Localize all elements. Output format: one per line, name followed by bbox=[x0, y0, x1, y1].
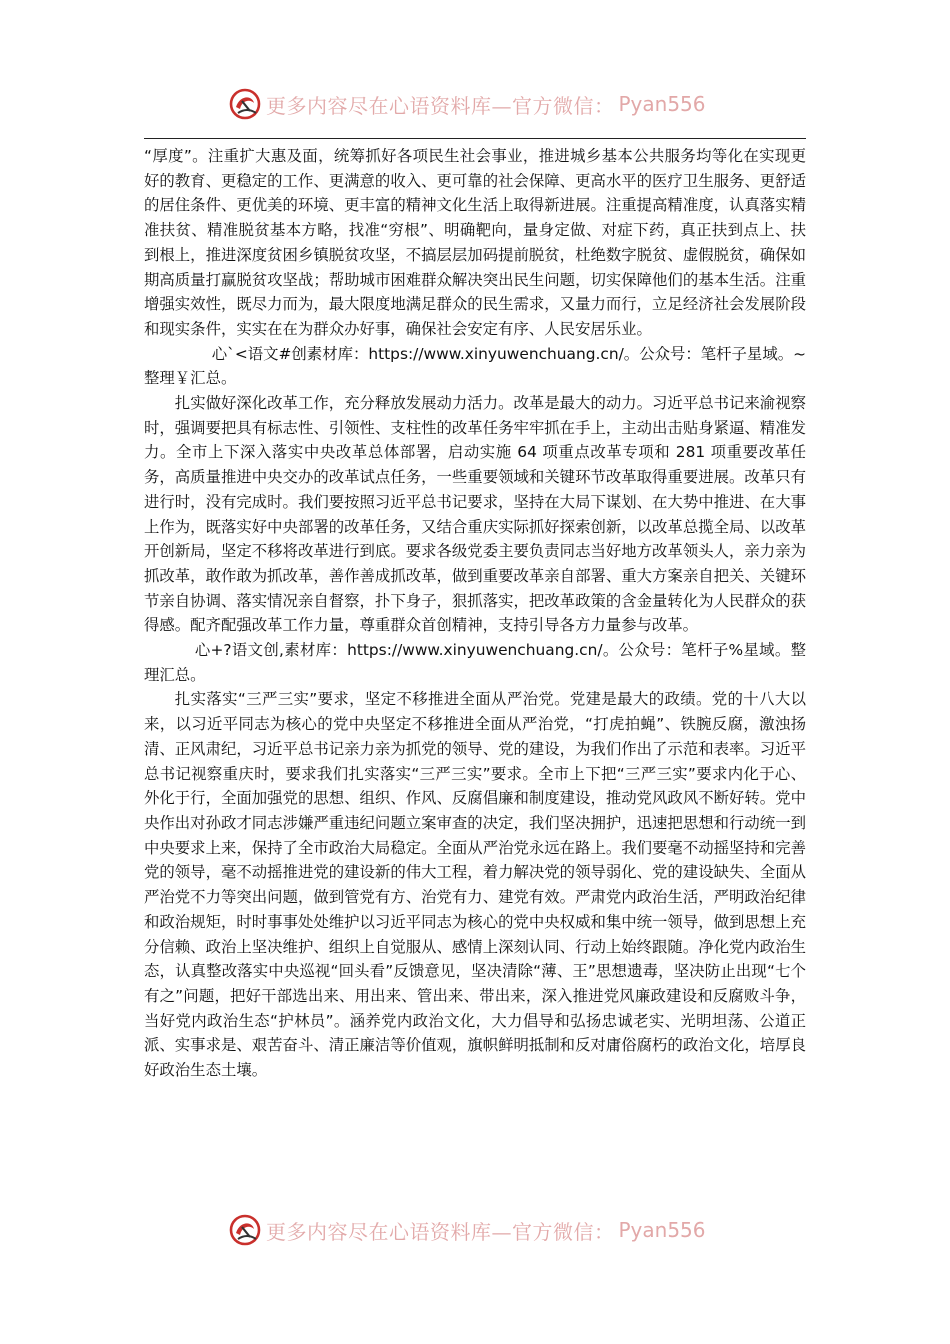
document-body bbox=[144, 144, 806, 1083]
footer-banner-inner bbox=[228, 1208, 706, 1252]
header-banner-text: 更多内容尽在心语资料库—官方微信： bbox=[266, 93, 615, 118]
header-divider bbox=[144, 138, 806, 139]
footer-banner-text: 更多内容尽在心语资料库—官方微信： bbox=[266, 1219, 615, 1244]
source-note-2: 心+?语文创,素材库：https://www.xinyuwenchuang.cn/。公众号：笔杆子%星域。整理汇总。 bbox=[144, 641, 806, 684]
paragraph-livelihood: “厚度”。注重扩大惠及面，统筹抓好各项民生社会事业，推进城乡基本公共服务均等化在实现更好的教育、更稳定的工作、更满意的收入、更可靠的社会保障、更高水平的医疗卫生服务、更舒适的居住条件、更优美的环境、更丰富的精神文化生活上取得新进展。注重提高精准度，认真落实精准扶贫、精准脱贫基本方略，找准“穷根”、明确靶向，量身定做、对症下药，真正扶到点上、扶到根上，推进深度贫困乡镇脱贫攻坚，不搞层层加码提前脱贫，杜绝数字脱贫、虚假脱贫，确保如期高质量打赢脱贫攻坚战；帮助城市困难群众解决突出民生问题，切实保障他们的基本生活。注重增强实效性，既尽力而为，最大限度地满足群众的民生需求，又量力而行，立足经济社会发展阶段和现实条件，实实在在为群众办好事，确保社会安定有序、人民安居乐业。 bbox=[144, 147, 806, 338]
header-banner-inner bbox=[228, 82, 706, 126]
footer-banner bbox=[0, 1208, 950, 1252]
swirl-logo-icon bbox=[228, 1213, 262, 1247]
paragraph-party-discipline: 扎实落实“三严三实”要求，坚定不移推进全面从严治党。党建是最大的政绩。党的十八大以来，以习近平同志为核心的党中央坚定不移推进全面从严治党，“打虎拍蝇”、铁腕反腐，激浊扬清、正风肃纪，习近平总书记亲力亲为抓党的领导、党的建设，为我们作出了示范和表率。习近平总书记视察重庆时，要求我们扎实落实“三严三实”要求。全市上下把“三严三实”要求内化于心、外化于行，全面加强党的思想、组织、作风、反腐倡廉和制度建设，推动党风政风不断好转。党中央作出对孙政才同志涉嫌严重违纪问题立案审查的决定，我们坚决拥护，迅速把思想和行动统一到中央要求上来，保持了全市政治大局稳定。全面从严治党永远在路上。我们要毫不动摇坚持和完善党的领导，毫不动摇推进党的建设新的伟大工程，着力解决党的领导弱化、党的建设缺失、全面从严治党不力等突出问题，做到管党有方、治党有力、建党有效。严肃党内政治生活，严明政治纪律和政治规矩，时时事事处处维护以习近平同志为核心的党中央权威和集中统一领导，做到思想上充分信赖、政治上坚决维护、组织上自觉服从、感情上深刻认同、行动上始终跟随。净化党内政治生态，认真整改落实中央巡视“回头看”反馈意见，坚决清除“薄、王”思想遗毒，坚决防止出现“七个有之”问题，把好干部选出来、用出来、管出来、带出来，深入推进党风廉政建设和反腐败斗争，当好党内政治生态“护林员”。涵养党内政治文化，大力倡导和弘扬忠诚老实、光明坦荡、公道正派、实事求是、艰苦奋斗、清正廉洁等价值观，旗帜鲜明抵制和反对庸俗腐朽的政治文化，培厚良好政治生态土壤。 bbox=[144, 690, 806, 1080]
swirl-logo-icon bbox=[228, 87, 262, 121]
paragraph-reform: 扎实做好深化改革工作，充分释放发展动力活力。改革是最大的动力。习近平总书记来渝视察时，强调要把具有标志性、引领性、支柱性的改革任务牢牢抓在手上，主动出击贴身紧逼、精准发力。全市上下深入落实中央改革总体部署，启动实施 64 项重点改革专项和 281 项重要改革任务，高质量推进中央交办的改革试点任务，一些重要领域和关键环节改革取得重要进展。改革只有进行时，没有完成时。我们要按照习近平总书记要求，坚持在大局下谋划、在大势中推进、在大事上作为，既落实好中央部署的改革任务，又结合重庆实际抓好探索创新，以改革总揽全局、以改革开创新局，坚定不移将改革进行到底。要求各级党委主要负责同志当好地方改革领头人，亲力亲为抓改革，敢作敢为抓改革，善作善成抓改革，做到重要改革亲自部署、重大方案亲自把关、关键环节亲自协调、落实情况亲自督察，扑下身子，狠抓落实，把改革政策的含金量转化为人民群众的获得感。配齐配强改革工作力量，尊重群众首创精神，支持引导各方力量参与改革。 bbox=[144, 394, 806, 635]
header-banner bbox=[0, 82, 950, 126]
footer-wechat-id: Pyan556 bbox=[618, 1218, 706, 1242]
source-note-1: 心`<语文#创素材库：https://www.xinyuwenchuang.cn/。公众号：笔杆子星域。~整理￥汇总。 bbox=[144, 344, 806, 388]
header-wechat-id: Pyan556 bbox=[618, 92, 706, 116]
